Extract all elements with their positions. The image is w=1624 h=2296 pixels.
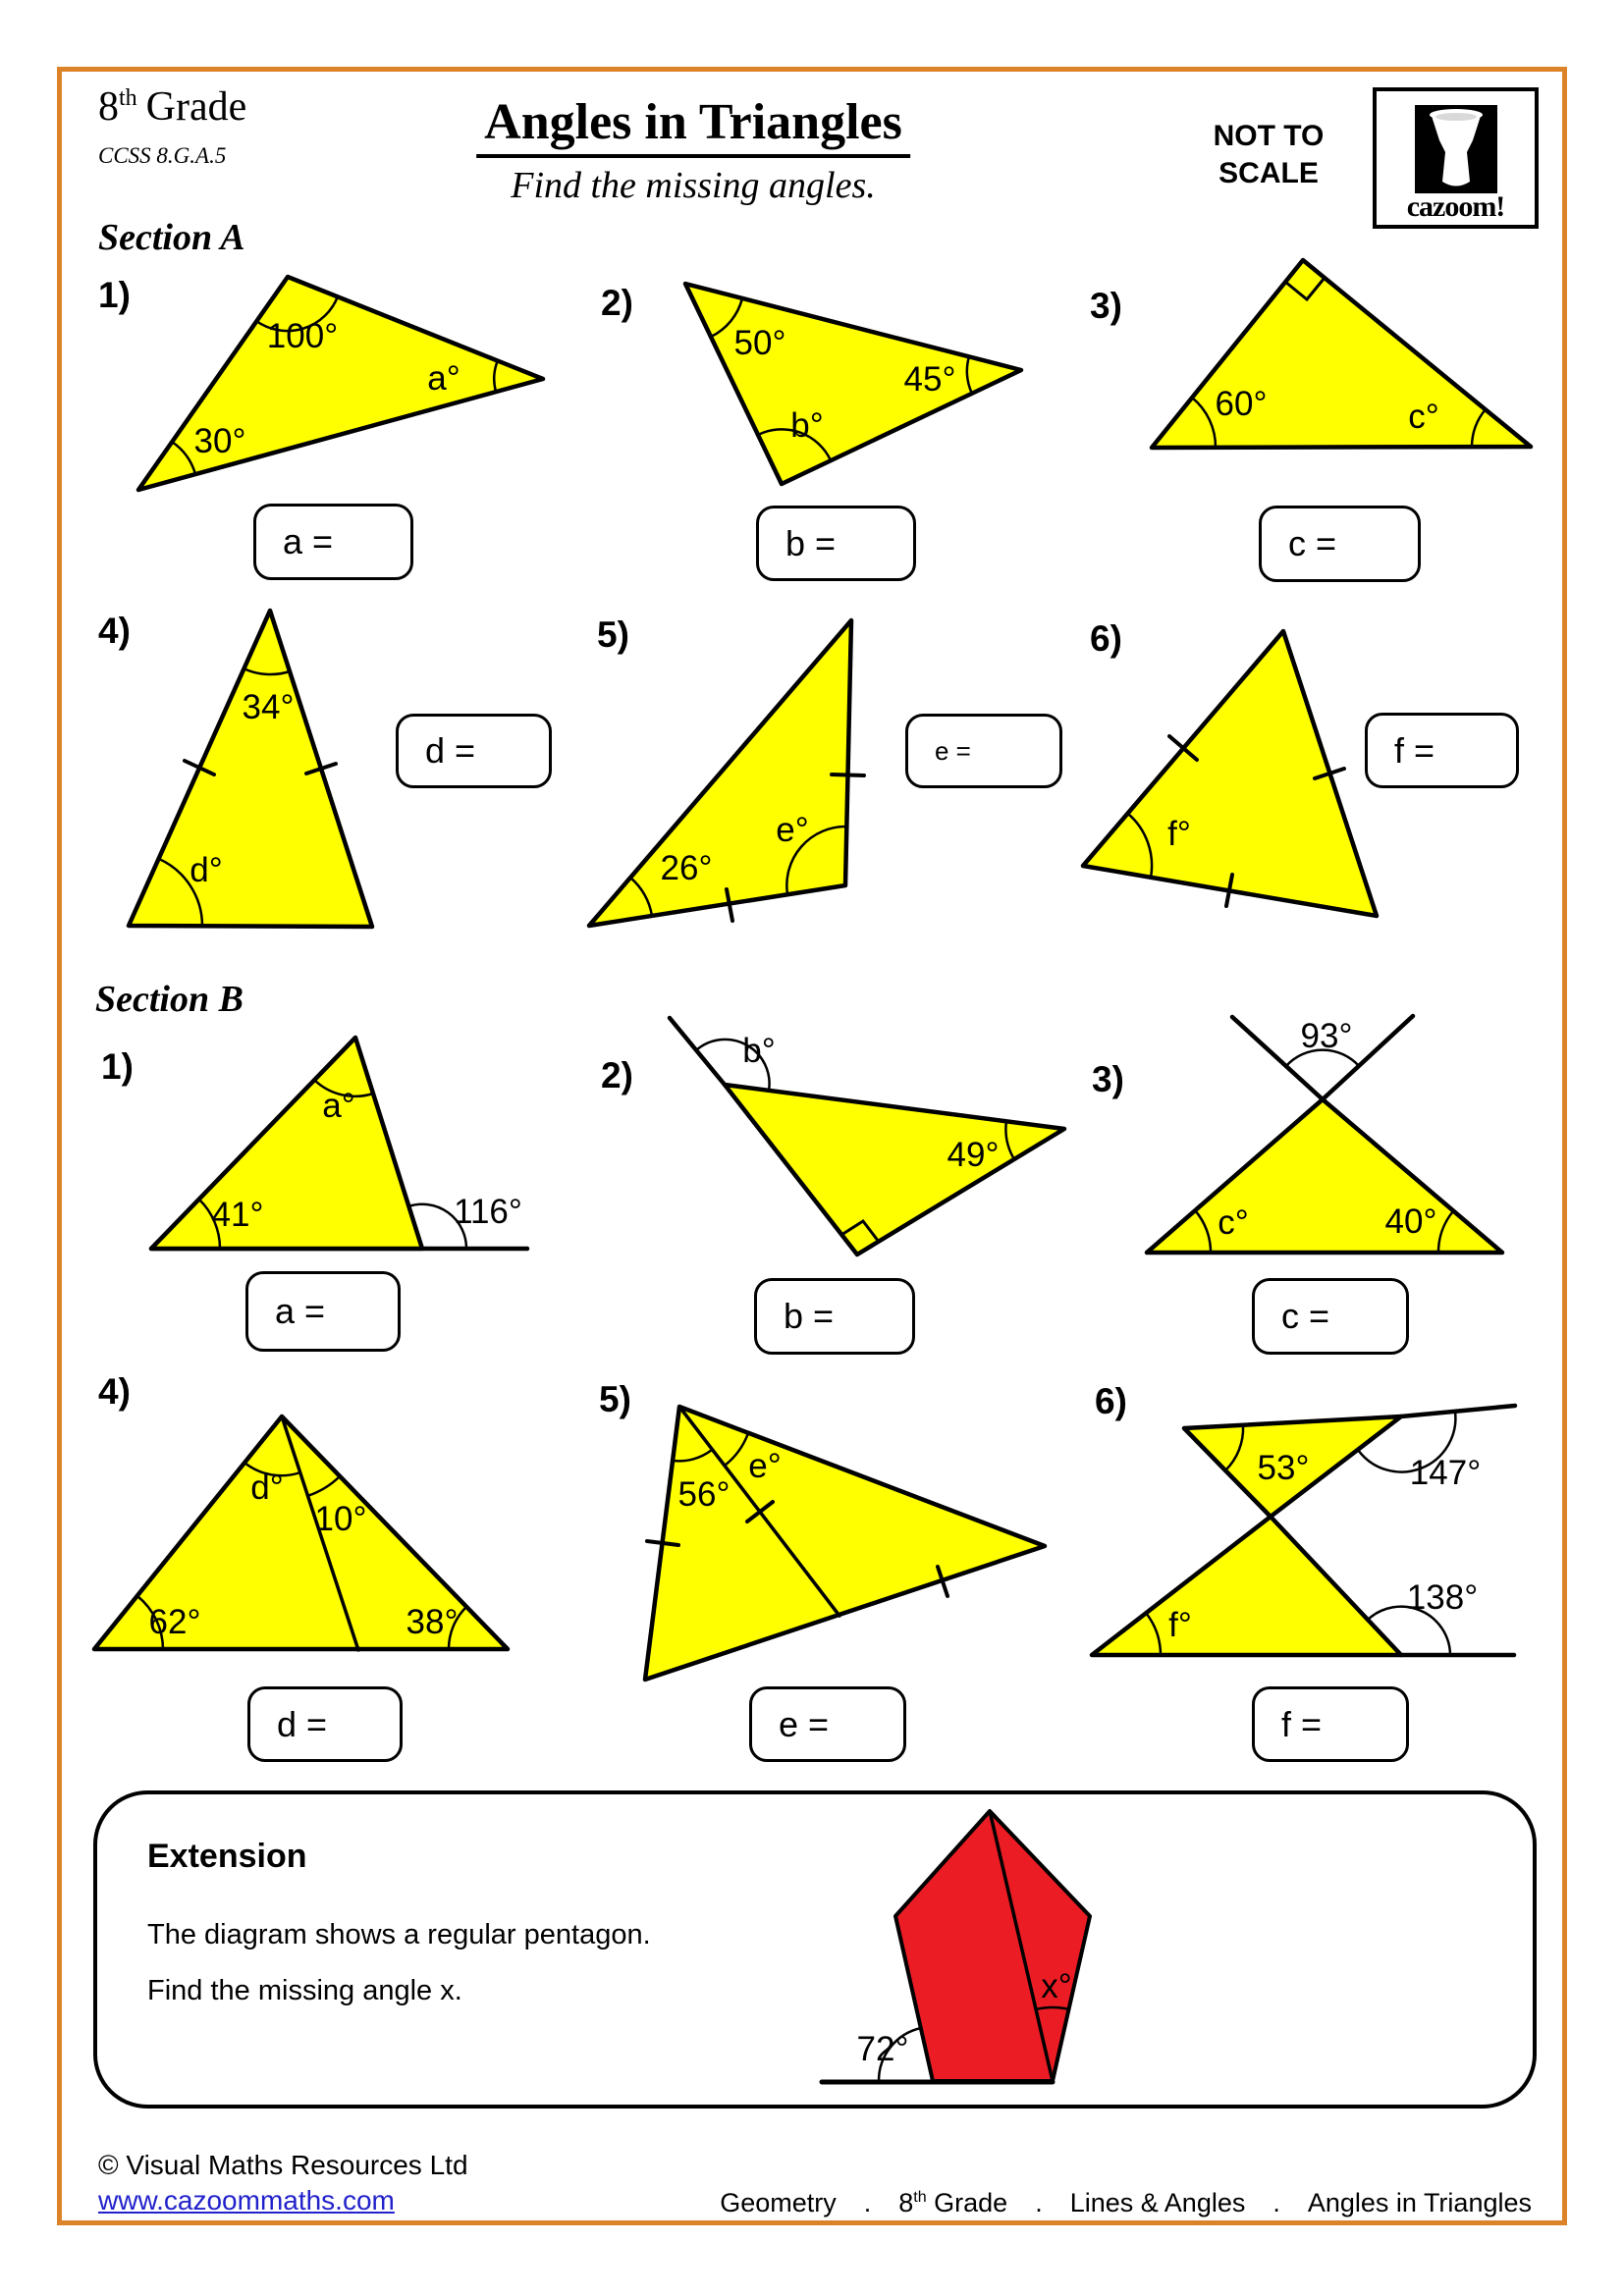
logo-wordmark: cazoom! <box>1406 190 1505 223</box>
page-subtitle: Find the missing angles. <box>511 165 876 206</box>
answer-box-b4[interactable] <box>247 1686 403 1762</box>
angle-label: d° <box>189 851 223 889</box>
angle-label: 26° <box>660 849 713 887</box>
breadcrumb-separator: . <box>863 2188 872 2217</box>
angle-label: 45° <box>903 360 956 399</box>
angle-label: 41° <box>211 1196 264 1234</box>
extension-line2: Find the missing angle x. <box>147 1975 462 2006</box>
problem-number-a4: 4) <box>98 611 131 651</box>
angle-label: 38° <box>406 1603 459 1641</box>
angle-label: c° <box>1408 398 1439 436</box>
problem-number-a1: 1) <box>98 275 131 315</box>
answer-label: a = <box>275 1291 326 1331</box>
angle-label: 62° <box>148 1603 201 1641</box>
triangle-diagram-b6 <box>1092 1406 1515 1655</box>
answer-label: a = <box>283 521 334 561</box>
angle-label: f° <box>1168 1606 1192 1644</box>
breadcrumb-separator: . <box>1035 2188 1043 2217</box>
breadcrumb <box>720 2188 1532 2218</box>
grade-label: 8th Grade <box>98 84 247 130</box>
answer-label: f = <box>1281 1703 1323 1744</box>
angle-label: x° <box>1041 1967 1072 2005</box>
angle-label: a° <box>427 359 460 398</box>
angle-label: 116° <box>454 1193 522 1231</box>
answer-box-b3[interactable] <box>1252 1278 1409 1355</box>
answer-label: c = <box>1288 523 1337 563</box>
breadcrumb-grade: 8th Grade <box>898 2188 1008 2217</box>
not-to-scale-note: NOT TO SCALE <box>1213 120 1325 189</box>
extension-line1: The diagram shows a regular pentagon. <box>147 1919 651 1950</box>
angle-label: 10° <box>314 1500 367 1538</box>
angle-label: e° <box>776 811 809 849</box>
angle-label: 56° <box>677 1475 731 1514</box>
triangle-diagram-a1 <box>138 277 543 490</box>
triangle-diagram-b5 <box>645 1407 1045 1680</box>
breadcrumb-topic: Lines & Angles <box>1069 2188 1246 2217</box>
triangle-diagram-a2 <box>685 284 1021 484</box>
angle-label: 72° <box>856 2030 909 2068</box>
ccss-code: CCSS 8.G.A.5 <box>98 143 227 168</box>
problem-number-a5: 5) <box>597 614 629 655</box>
answer-label: b = <box>785 522 837 563</box>
answer-box-b6[interactable] <box>1252 1686 1409 1762</box>
problem-number-b4: 4) <box>98 1371 131 1412</box>
angle-label: 49° <box>947 1136 1000 1174</box>
breadcrumb-subject: Geometry <box>720 2188 837 2217</box>
extension-heading: Extension <box>147 1838 307 1875</box>
answer-box-a3[interactable] <box>1259 506 1421 582</box>
answer-label: f = <box>1394 729 1435 771</box>
angle-label: 50° <box>733 324 786 362</box>
angle-label: 34° <box>242 688 295 726</box>
angle-label: 40° <box>1384 1202 1437 1241</box>
breadcrumb-separator: . <box>1272 2188 1280 2217</box>
answer-box-a2[interactable] <box>756 506 916 581</box>
triangle-diagram-a3 <box>1152 260 1531 448</box>
angle-label: d° <box>250 1468 284 1507</box>
triangle-diagram-b2 <box>670 1018 1064 1255</box>
angle-label: b° <box>790 406 824 445</box>
angle-label: 147° <box>1409 1454 1482 1492</box>
section-b-heading: Section B <box>95 979 244 1020</box>
answer-box-b2[interactable] <box>754 1278 915 1355</box>
angle-label: 138° <box>1406 1578 1479 1617</box>
answer-box-a1[interactable] <box>253 504 413 580</box>
answer-label: c = <box>1281 1296 1330 1336</box>
angle-label: f° <box>1167 815 1191 853</box>
problem-number-a2: 2) <box>601 283 633 323</box>
breadcrumb-page: Angles in Triangles <box>1307 2188 1532 2217</box>
angle-label: e° <box>748 1447 782 1485</box>
problem-number-b3: 3) <box>1092 1059 1124 1099</box>
problem-number-a6: 6) <box>1090 618 1122 659</box>
answer-box-a5[interactable] <box>905 714 1062 788</box>
problem-number-b5: 5) <box>599 1379 631 1419</box>
triangle-diagram-a5 <box>589 620 864 926</box>
problem-number-b2: 2) <box>601 1055 633 1095</box>
triangle-diagram-a4 <box>129 611 372 927</box>
section-a-heading: Section A <box>98 217 245 258</box>
angle-label: 53° <box>1257 1449 1310 1487</box>
answer-label: b = <box>784 1296 835 1336</box>
problem-number-b6: 6) <box>1095 1381 1127 1421</box>
angle-label: 93° <box>1300 1017 1353 1055</box>
problem-number-a3: 3) <box>1090 286 1122 326</box>
page-title: Angles in Triangles <box>476 93 910 158</box>
angle-label: 100° <box>266 317 339 355</box>
angle-label: c° <box>1218 1203 1249 1242</box>
answer-label: e = <box>935 735 971 766</box>
angle-label: 30° <box>193 422 246 460</box>
problem-number-b1: 1) <box>101 1046 134 1087</box>
website-link[interactable]: www.cazoommaths.com <box>98 2185 395 2216</box>
answer-label: e = <box>779 1703 830 1744</box>
answer-box-a4[interactable] <box>396 714 552 788</box>
copyright-text: © Visual Maths Resources Ltd <box>98 2150 468 2180</box>
triangle-diagram-b4 <box>94 1416 508 1650</box>
answer-label: d = <box>277 1703 328 1744</box>
angle-label: 60° <box>1215 385 1268 423</box>
triangle-diagram-b3 <box>1147 1016 1502 1253</box>
angle-label: a° <box>322 1087 355 1125</box>
answer-box-a6[interactable] <box>1365 713 1519 788</box>
answer-label: d = <box>425 730 476 771</box>
triangle-diagram-b1 <box>151 1038 527 1249</box>
angle-label: b° <box>742 1032 776 1070</box>
answer-box-b5[interactable] <box>749 1686 906 1762</box>
triangle-diagram-a6 <box>1083 631 1377 916</box>
answer-box-b1[interactable] <box>245 1271 401 1352</box>
